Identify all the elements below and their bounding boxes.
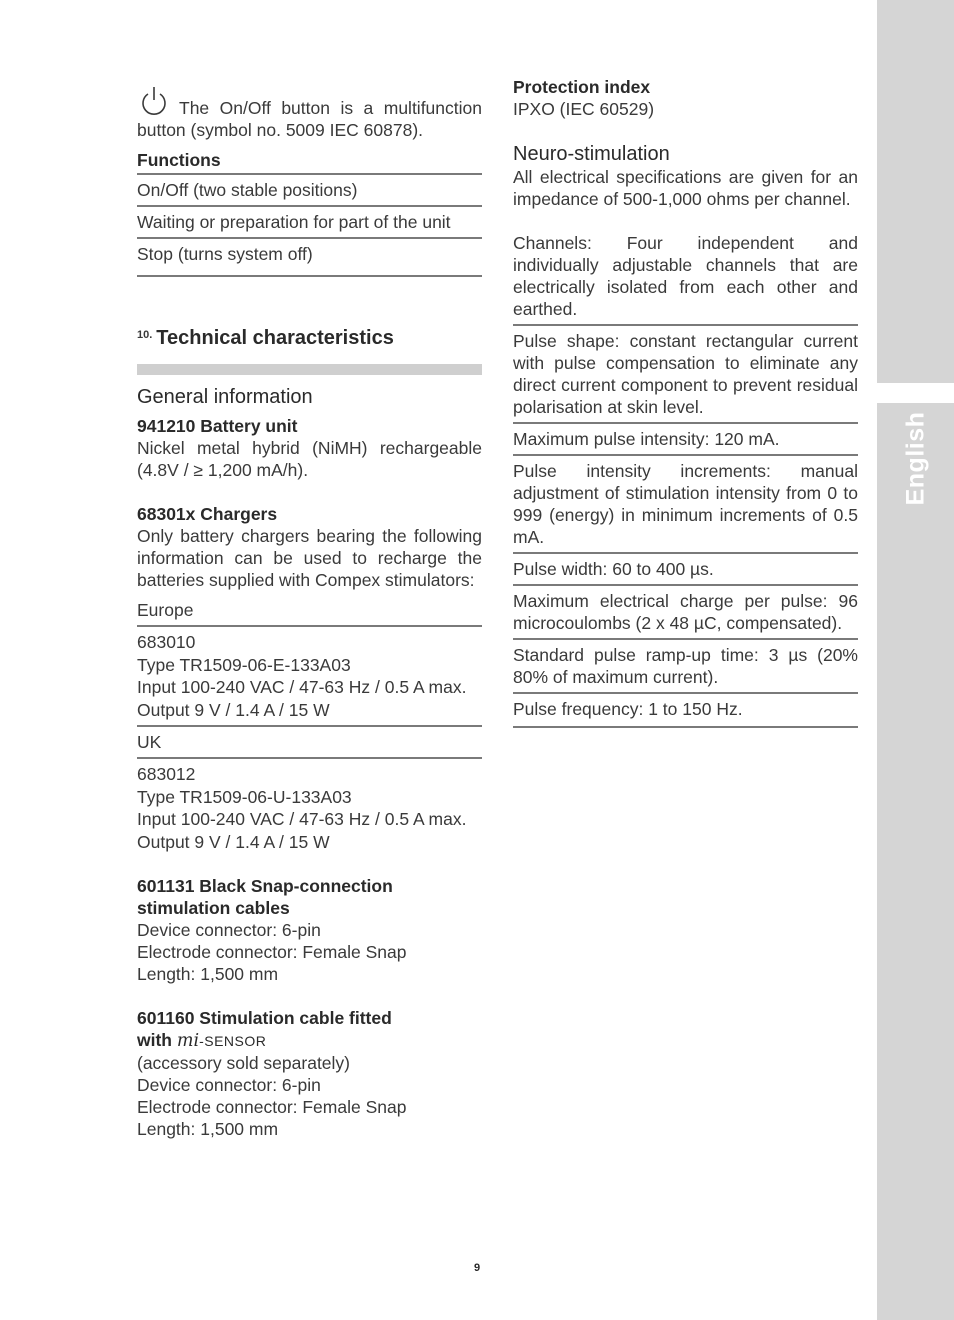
page-number: 9: [473, 1262, 481, 1274]
functions-heading: Functions: [137, 150, 221, 170]
protection-index-heading: Protection index: [513, 77, 651, 97]
spec-row-pulse-width: Pulse width: 60 to 400 µs.: [513, 554, 858, 586]
language-tab-label: English: [901, 411, 930, 505]
chargers-heading: 68301x Chargers: [137, 504, 278, 524]
function-row: Waiting or preparation for part of the unit: [137, 207, 482, 239]
section-number: 10.: [137, 329, 153, 341]
uk-label: UK: [137, 727, 482, 759]
spec-row-max-intensity: Maximum pulse intensity: 120 mA.: [513, 424, 858, 456]
spec-row-pulse-shape: Pulse shape: constant rectangular current with pulse compensation to eliminate any direct current component to prevent residual polarisation at skin level.: [513, 326, 858, 424]
spec-row-frequency: Pulse frequency: 1 to 150 Hz.: [513, 699, 743, 719]
mi-logo: mi: [176, 1031, 200, 1051]
misensor-heading-line-1: 601160 Stimulation cable fitted: [137, 1008, 392, 1028]
battery-text: Nickel metal hybrid (NiMH) rechargeable (4.8V / ≥ 1,200 mA/h).: [137, 438, 482, 480]
cable-spec-line: Device connector: 6-pin: [137, 920, 321, 940]
functions-table: [137, 173, 482, 277]
charger-line: Input 100-240 VAC / 47-63 Hz / 0.5 A max.: [137, 809, 467, 829]
snap-cables-heading: [137, 875, 482, 919]
cable-spec-line: Electrode connector: Female Snap: [137, 1097, 407, 1117]
charger-line: 683010: [137, 632, 196, 652]
charger-line: Output 9 V / 1.4 A / 15 W: [137, 831, 330, 852]
battery-heading: 941210 Battery unit: [137, 416, 298, 436]
function-row: On/Off (two stable positions): [137, 175, 482, 207]
spec-row-channels: Channels: Four independent and individually adjustable channels that are electrically isolated from each other and earthed.: [513, 232, 858, 326]
language-tab-background: [877, 0, 954, 1320]
power-icon: [137, 85, 171, 119]
section-title-text: Technical characteristics: [156, 327, 394, 349]
spec-row-ramp-up: Standard pulse ramp-up time: 3 µs (20% 80% of maximum current).: [513, 640, 858, 694]
charger-line: Type TR1509-06-U-133A03: [137, 786, 352, 807]
europe-charger-details: [137, 627, 482, 727]
snap-cables-details: [137, 919, 482, 985]
section-divider-bar: [137, 364, 482, 375]
europe-label: Europe: [137, 595, 482, 627]
cable-spec-line: (accessory sold separately): [137, 1053, 350, 1073]
left-column: [137, 85, 482, 1140]
cable-spec-line: Length: 1,500 mm: [137, 964, 279, 984]
charger-line: Type TR1509-06-E-133A03: [137, 654, 351, 675]
language-tab-gap: [877, 383, 954, 403]
spec-row-intensity-increments: Pulse intensity increments: manual adjustment of stimulation intensity from 0 to 999 (energy) in minimum increments of 0.5 mA.: [513, 456, 858, 554]
chargers-text: Only battery chargers bearing the following information can be used to recharge the batteries supplied with Compex stimulators:: [137, 526, 482, 590]
general-information-heading: General information: [137, 386, 313, 408]
right-column: [513, 76, 858, 728]
section-title: [137, 327, 482, 352]
charger-line: Output 9 V / 1.4 A / 15 W: [137, 699, 330, 720]
function-row: Stop (turns system off): [137, 239, 482, 277]
spec-row-max-charge: Maximum electrical charge per pulse: 96 microcoulombs (2 x 48 µC, compensated).: [513, 586, 858, 640]
cable-spec-line: Length: 1,500 mm: [137, 1119, 279, 1139]
charger-line: 683012: [137, 764, 196, 784]
charger-line: Input 100-240 VAC / 47-63 Hz / 0.5 A max.: [137, 677, 467, 697]
cable-spec-line: Electrode connector: Female Snap: [137, 942, 407, 962]
protection-index-value: IPXO (IEC 60529): [513, 99, 655, 119]
power-intro-text: The On/Off button is a multifunction button (symbol no. 5009 IEC 60878).: [137, 98, 482, 140]
neuro-intro-text: All electrical specifications are given for an impedance of 500-1,000 ohms per channel.: [513, 167, 858, 209]
neuro-spec-table: [513, 232, 858, 728]
misensor-cable-heading: [137, 1007, 482, 1052]
power-button-description: [137, 85, 482, 141]
cable-spec-line: Device connector: 6-pin: [137, 1075, 321, 1095]
snap-heading-line-2: stimulation cables: [137, 898, 290, 918]
uk-charger-details: [137, 759, 482, 853]
snap-heading-line-1: 601131 Black Snap-connection: [137, 876, 393, 896]
misensor-cable-details: [137, 1052, 482, 1140]
misensor-with: with: [137, 1030, 177, 1050]
sensor-label: -SENSOR: [199, 1033, 267, 1049]
language-tab[interactable]: [877, 403, 954, 513]
neuro-stimulation-heading: Neuro-stimulation: [513, 143, 670, 165]
